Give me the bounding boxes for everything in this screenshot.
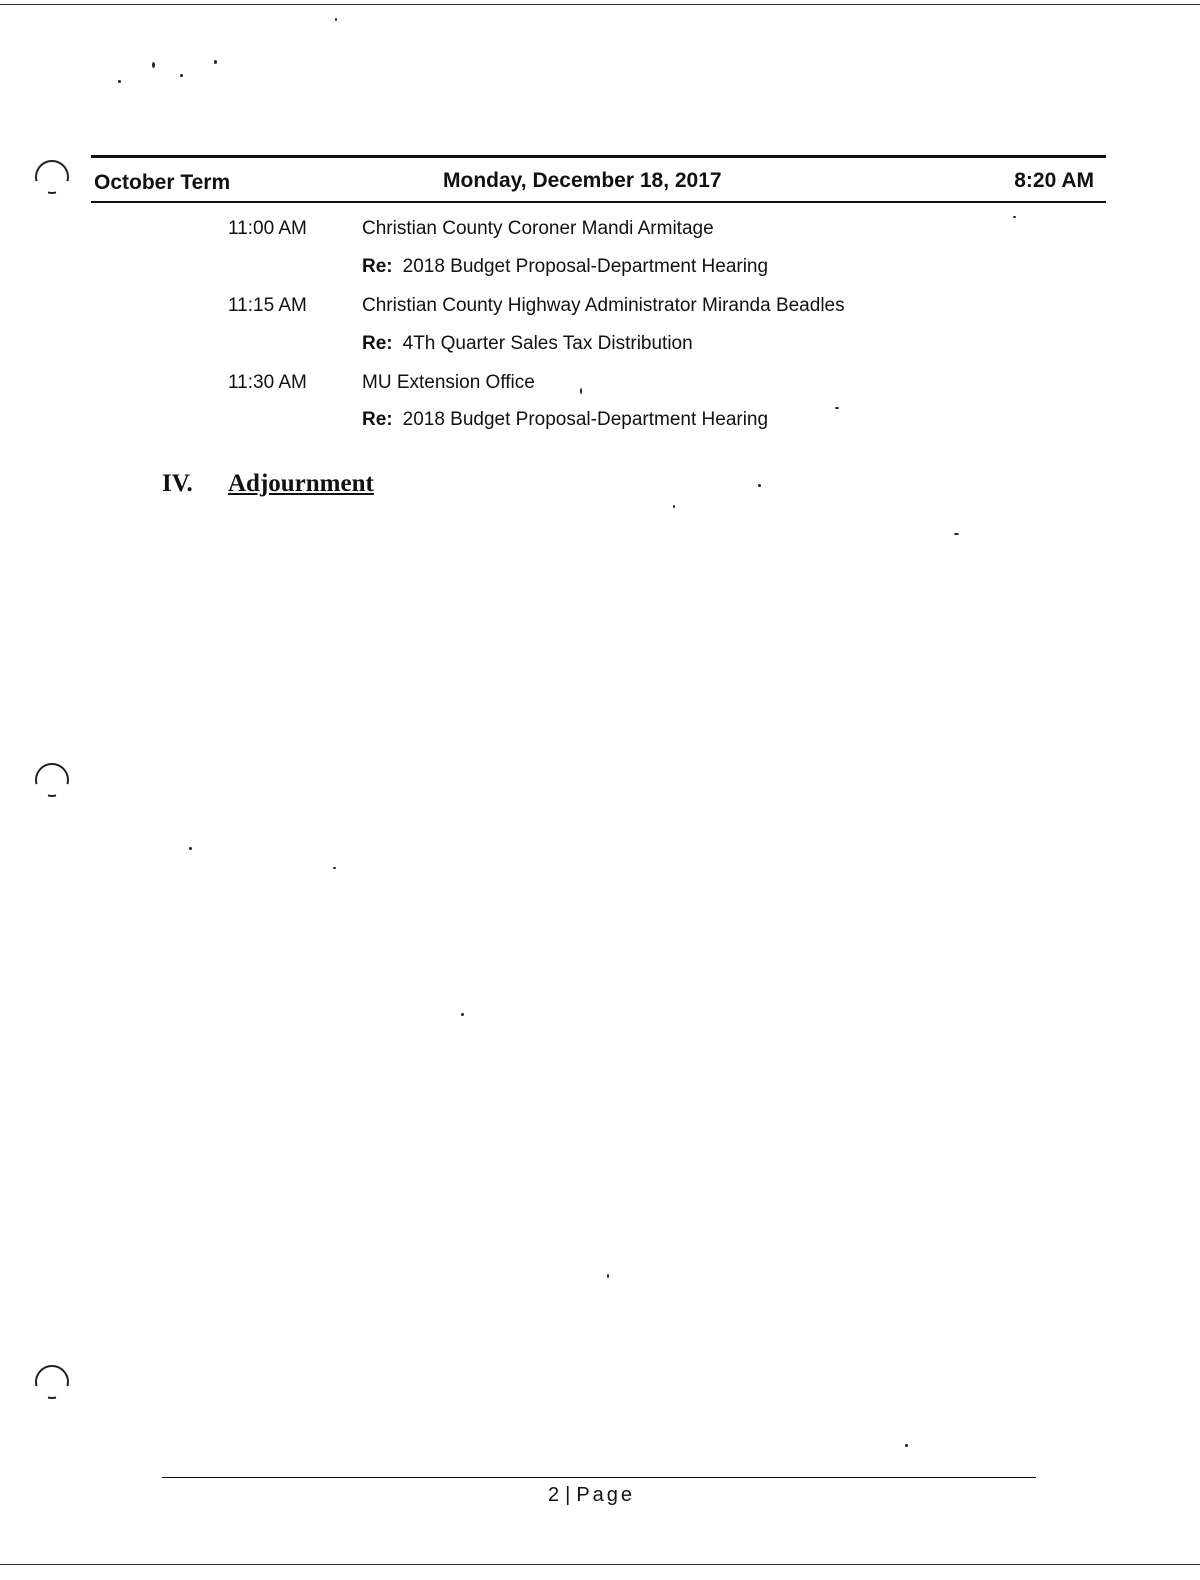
punch-hole-bottom [35,1365,69,1399]
agenda-item-title: MU Extension Office [362,372,535,393]
re-text: 2018 Budget Proposal-Department Hearing [402,409,769,430]
scan-speck [189,847,192,850]
term-label: October Term [94,171,231,194]
scan-speck [835,407,839,409]
scan-speck [180,74,183,77]
scan-speck [1013,216,1016,218]
agenda-item-title: Christian County Coroner Mandi Armitage [362,218,714,239]
scan-speck [335,18,337,21]
section-title: Adjournment [228,470,374,497]
re-label: Re: [362,333,393,354]
scan-speck [118,80,121,83]
page-word: Page [576,1484,636,1506]
punch-hole-top [35,160,69,194]
scan-edge-top [0,4,1200,5]
scan-speck [905,1444,908,1447]
scan-speck [580,388,582,394]
agenda-item-time: 11:00 AM [228,218,307,239]
scan-speck [461,1013,464,1016]
agenda-header-bar [91,155,1106,203]
scan-edge-bottom [0,1564,1200,1565]
meeting-time: 8:20 AM [1014,169,1094,192]
scan-speck [152,62,155,68]
meeting-date: Monday, December 18, 2017 [443,169,722,192]
agenda-item-re [362,256,768,278]
section-number: IV. [162,470,193,497]
scan-speck [673,505,675,508]
scan-speck [954,533,959,535]
agenda-item-time: 11:30 AM [228,372,307,393]
scan-speck [607,1274,609,1278]
scan-speck [333,867,336,869]
agenda-item-re [362,409,768,431]
agenda-item-time: 11:15 AM [228,295,307,316]
re-label: Re: [362,256,393,277]
page-separator: | [565,1484,571,1506]
re-label: Re: [362,409,393,430]
page-number: 2 [548,1484,560,1506]
agenda-item-title: Christian County Highway Administrator Miranda Beadles [362,295,845,316]
agenda-item-re [362,333,693,355]
re-text: 4Th Quarter Sales Tax Distribution [402,333,693,354]
scan-speck [214,60,217,64]
scan-speck [758,484,761,487]
section-heading [162,470,374,498]
punch-hole-middle [35,763,69,797]
page-footer [548,1484,635,1507]
re-text: 2018 Budget Proposal-Department Hearing [402,256,769,277]
footer-rule [162,1477,1036,1478]
